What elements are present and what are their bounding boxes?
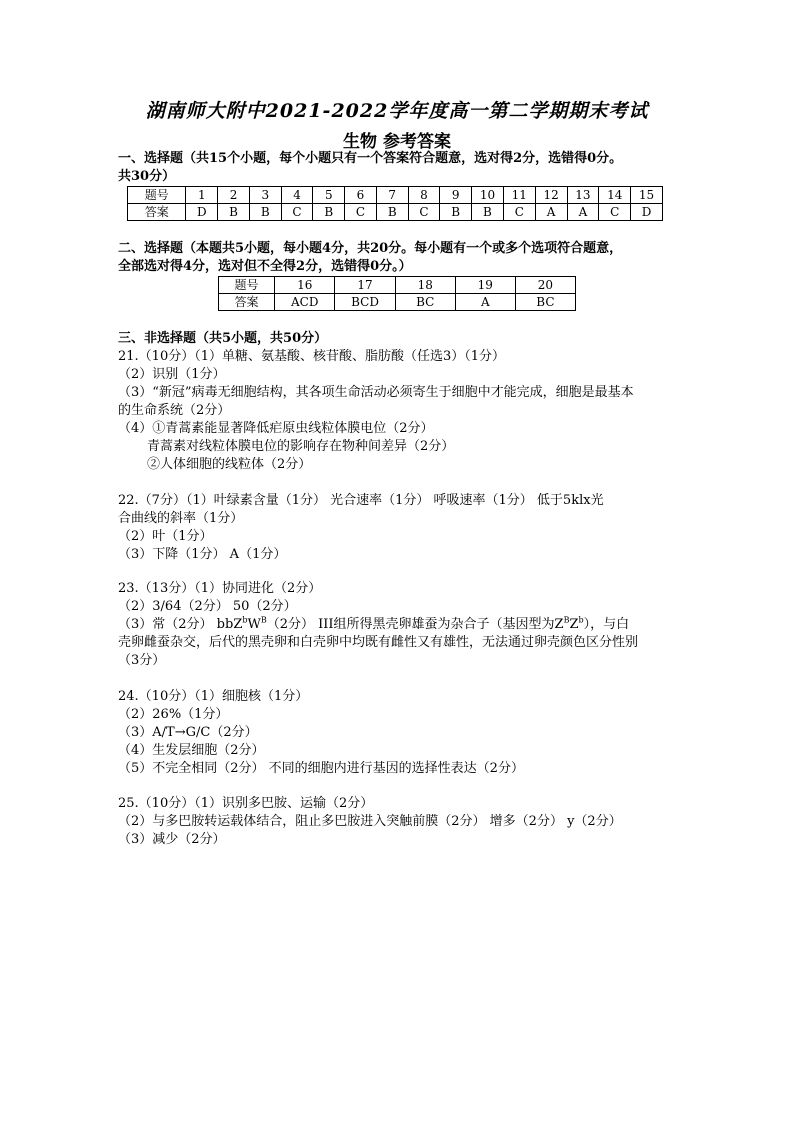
table-cell: 20	[515, 277, 575, 294]
table-cell: 18	[395, 277, 455, 294]
table-cell: 15	[631, 187, 663, 204]
table-cell: 10	[472, 187, 504, 204]
superscript: b	[578, 615, 584, 625]
table-cell: 7	[376, 187, 408, 204]
table-row-numbers	[219, 277, 576, 294]
row-label-answer: 答案	[128, 204, 186, 221]
q25-line: 25.（10分）（1）识别多巴胺、运输（2分）	[118, 796, 374, 811]
q24-line: （5）不完全相同（2分） 不同的细胞内进行基因的选择性表达（2分）	[118, 761, 524, 776]
q23-line-genotype	[118, 616, 629, 634]
q24-line: （4）生发层细胞（2分）	[118, 743, 265, 758]
q21-line: 21.（10分）（1）单糖、氨基酸、核苷酸、脂肪酸（任选3）（1分）	[118, 349, 506, 364]
q23-line: （2）3/64（2分） 50（2分）	[118, 599, 297, 614]
row-label-answer: 答案	[219, 294, 275, 311]
superscript: B	[563, 615, 570, 625]
table-cell: 16	[275, 277, 335, 294]
q23-line: （3分）	[118, 653, 166, 668]
section1-answer-table	[127, 186, 663, 221]
table-cell: A	[567, 204, 599, 221]
q22-line: （3）下降（1分） A（1分）	[118, 547, 287, 562]
table-cell: 19	[455, 277, 515, 294]
table-cell: 2	[218, 187, 250, 204]
page-subtitle: 生物 参考答案	[343, 132, 451, 152]
table-cell: B	[472, 204, 504, 221]
table-cell: 14	[599, 187, 631, 204]
text-run: Z	[569, 617, 579, 632]
table-cell: 1	[186, 187, 218, 204]
table-cell: A	[455, 294, 515, 311]
table-cell: 12	[535, 187, 567, 204]
table-cell: 17	[335, 277, 395, 294]
q25-line: （2）与多巴胺转运载体结合，阻止多巴胺进入突触前膜（2分） 增多（2分） y（2分）	[118, 814, 622, 829]
row-label-number: 题号	[128, 187, 186, 204]
q21-line: 的生命系统（2分）	[118, 403, 231, 418]
text-run: ），与白	[583, 617, 630, 632]
table-cell: C	[408, 204, 440, 221]
table-cell: B	[440, 204, 472, 221]
q22-line: （2）叶（1分）	[118, 529, 213, 544]
table-cell: B	[376, 204, 408, 221]
table-cell: BC	[515, 294, 575, 311]
table-cell: 9	[440, 187, 472, 204]
table-cell: 4	[281, 187, 313, 204]
table-cell: C	[281, 204, 313, 221]
table-cell: 6	[345, 187, 377, 204]
superscript: b	[242, 615, 248, 625]
table-cell: D	[631, 204, 663, 221]
table-cell: A	[535, 204, 567, 221]
q21-line: （2）识别（1分）	[118, 367, 226, 382]
table-row-answers	[219, 294, 576, 311]
table-cell: 3	[249, 187, 281, 204]
table-cell: B	[218, 204, 250, 221]
text-run: W	[247, 617, 261, 632]
section2-answer-table	[218, 276, 576, 311]
section2-heading-line2: 全部选对得4分，选对但不全得2分，选错得0分。）	[118, 259, 412, 274]
q21-line: ②人体细胞的线粒体（2分）	[147, 457, 312, 472]
table-row-answers	[128, 204, 663, 221]
q22-line: 合曲线的斜率（1分）	[118, 511, 244, 526]
section1-heading-line2: 共30分）	[118, 169, 176, 184]
q23-line: 壳卵雌蚕杂交，后代的黑壳卵和白壳卵中均既有雌性又有雄性，无法通过卵壳颜色区分性别	[118, 635, 639, 650]
text-run: （2分） III组所得黑壳卵雄蚕为杂合子（基因型为Z	[266, 617, 564, 632]
page-title: 湖南师大附中2021-2022学年度高一第二学期期末考试	[145, 100, 649, 122]
row-label-number: 题号	[219, 277, 275, 294]
q24-line: （3）A/T→G/C（2分）	[118, 725, 258, 740]
text-run: （3）常（2分） bbZ	[118, 617, 243, 632]
table-cell: D	[186, 204, 218, 221]
section2-heading-line1: 二、选择题（本题共5小题，每小题4分，共20分。每小题有一个或多个选项符合题意，	[118, 241, 623, 256]
table-cell: ACD	[275, 294, 335, 311]
table-cell: BC	[395, 294, 455, 311]
table-cell: 8	[408, 187, 440, 204]
q25-line: （3）减少（2分）	[118, 832, 226, 847]
q22-line: 22.（7分）（1）叶绿素含量（1分） 光合速率（1分） 呼吸速率（1分） 低于5klx光	[118, 493, 604, 508]
table-cell: B	[313, 204, 345, 221]
q21-line: （3）“新冠”病毒无细胞结构，其各项生命活动必须寄生于细胞中才能完成，细胞是最基本	[118, 385, 634, 400]
table-row-numbers	[128, 187, 663, 204]
table-cell: 13	[567, 187, 599, 204]
section1-heading-line1: 一、选择题（共15个小题，每个小题只有一个答案符合题意，选对得2分，选错得0分。	[118, 151, 623, 166]
superscript: B	[260, 615, 267, 625]
q21-line: （4）①青蒿素能显著降低疟原虫线粒体膜电位（2分）	[118, 421, 434, 436]
q24-line: 24.（10分）（1）细胞核（1分）	[118, 689, 309, 704]
table-cell: B	[249, 204, 281, 221]
q21-line: 青蒿素对线粒体膜电位的影响存在物种间差异（2分）	[147, 439, 455, 454]
table-cell: C	[599, 204, 631, 221]
q23-line: 23.（13分）（1）协同进化（2分）	[118, 581, 322, 596]
section3-heading: 三、非选择题（共5小题，共50分）	[118, 331, 328, 346]
table-cell: 5	[313, 187, 345, 204]
q24-line: （2）26%（1分）	[118, 707, 229, 722]
table-cell: BCD	[335, 294, 395, 311]
table-cell: 11	[503, 187, 535, 204]
table-cell: C	[503, 204, 535, 221]
table-cell: C	[345, 204, 377, 221]
